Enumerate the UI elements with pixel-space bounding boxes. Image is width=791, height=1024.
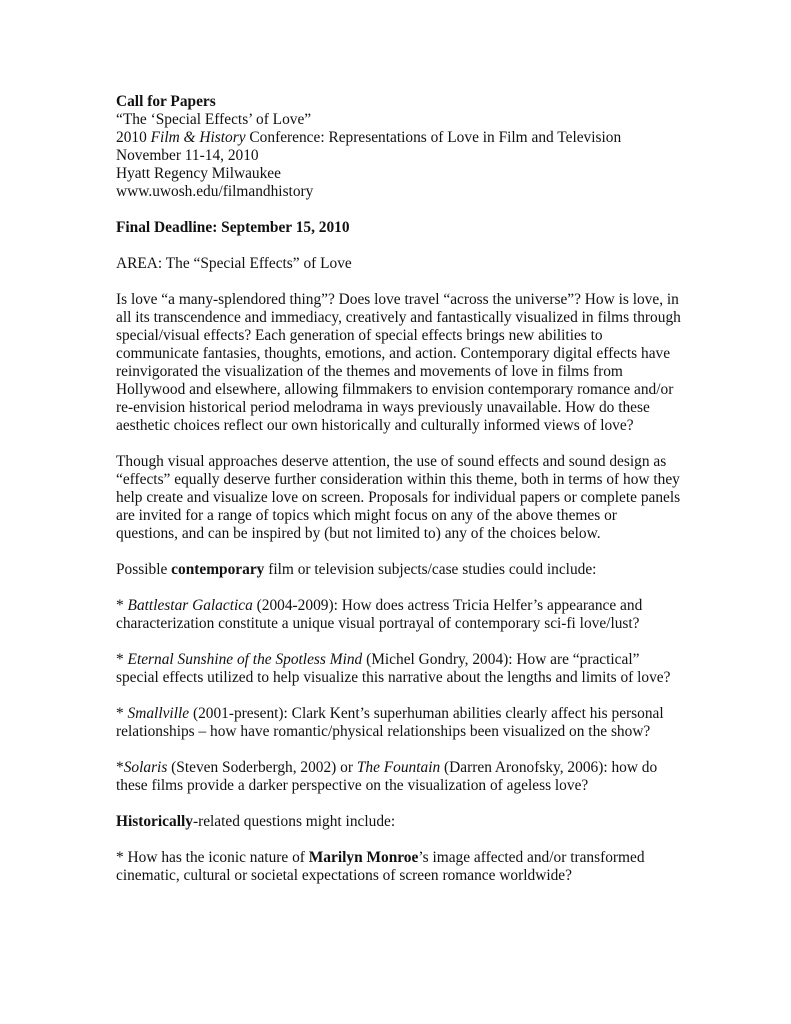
contemporary-lead-pre: Possible [116,561,172,578]
item-text: (2004-2009): How does actress Tricia Helfer’s appearance and characterization constitute a unique visual portrayal of contemporary sci-fi love/lust? [116,597,643,632]
conference-name: Conference: Representations of Love in Film and Television [245,129,622,146]
website-link[interactable]: www.uwosh.edu/filmandhistory [116,183,314,200]
document-page [116,93,681,885]
conference-year: 2010 [116,129,151,146]
conference-line [116,129,681,147]
work-title: Battlestar Galactica [127,597,253,614]
list-item [116,849,681,885]
person-name: Marilyn Monroe [308,849,419,866]
bullet: * [116,651,128,668]
item-text: * How has the iconic nature of [116,849,309,866]
historical-keyword: Historically [116,813,193,830]
work-title: Smallville [127,705,190,722]
work-title: Eternal Sunshine of the Spotless Mind [127,651,363,668]
bullet: * [116,759,124,776]
item-text-second: (Darren Aronofsky, 2006): how do these films provide a darker perspective on the visualization of ageless love? [116,759,658,794]
final-deadline: Final Deadline: September 15, 2010 [116,219,350,236]
list-item [116,705,681,741]
intro-paragraph: Is love “a many-splendored thing”? Does love travel “across the universe”? How is love, in all its transcendence and immediacy, creatively and fantastically visualized in films through special/visual effects? Each generation of special effects brings new abilities to communicate fantasies, thoughts, emotions, and action. Contemporary digital effects have reinvigorated the visualization of the themes and movements of love in films from Hollywood and elsewhere, allowing filmmakers to envision contemporary romance and/or re-envision historical period melodrama in ways previously unavailable. How do these aesthetic choices reflect our own historically and culturally informed views of love? [116,291,681,434]
area-line: AREA: The “Special Effects” of Love [116,255,352,272]
historical-lead-post: -related questions might include: [192,813,396,830]
bullet: * [116,705,128,722]
sound-paragraph: Though visual approaches deserve attention, the use of sound effects and sound design as “effects” equally deserve further consideration within this theme, both in terms of how they help create and visualize love on screen. Proposals for individual papers or complete panels are invited for a range of topics which might focus on any of the above themes or questions, and can be inspired by (but not limited to) any of the choices below. [116,453,681,542]
bullet: * [116,597,128,614]
contemporary-lead [116,561,681,579]
historical-lead [116,813,681,831]
item-text: (Michel Gondry, 2004): How are “practical” special effects utilized to help visualize this narrative about the lengths and limits of love? [116,651,671,686]
item-text: (Steven Soderbergh, 2002) or [167,759,357,776]
page-title: Call for Papers [116,93,216,110]
conference-dates: November 11-14, 2010 [116,147,259,164]
contemporary-lead-post: film or television subjects/case studies could include: [264,561,597,578]
header-block [116,93,681,201]
conference-venue: Hyatt Regency Milwaukee [116,165,281,182]
list-item [116,651,681,687]
work-title: Solaris [123,759,168,776]
contemporary-keyword: contemporary [171,561,265,578]
item-text: (2001-present): Clark Kent’s superhuman abilities clearly affect his personal relationships – how have romantic/physical relationships been visualized on the show? [116,705,664,740]
list-item [116,597,681,633]
item-text-post: ’s image affected and/or transformed cinematic, cultural or societal expectations of screen romance worldwide? [116,849,645,884]
subtitle: “The ‘Special Effects’ of Love” [116,111,312,128]
work-title-second: The Fountain [356,759,441,776]
list-item [116,759,681,795]
journal-name: Film & History [150,129,246,146]
